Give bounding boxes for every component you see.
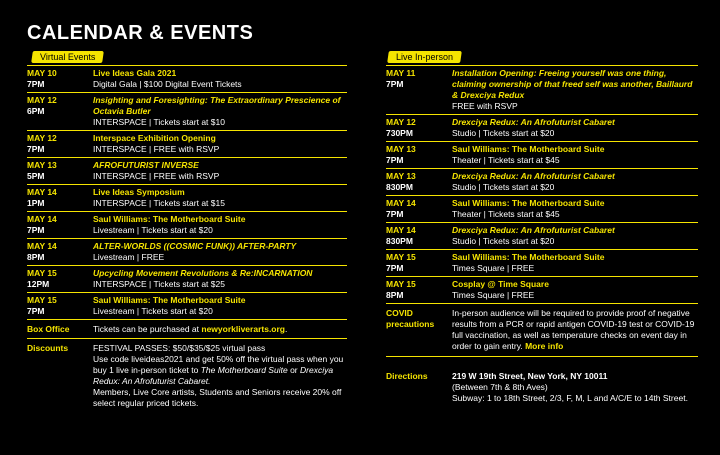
event-detail: Studio | Tickets start at $20 [452,236,555,246]
event-time: 8PM [27,252,45,262]
discounts-row [27,338,347,409]
event-detail: Livestream | FREE [93,252,165,262]
event-datetime [27,241,93,263]
event-detail: INTERSPACE | FREE with RSVP [93,144,220,154]
event-row [386,195,698,222]
event-datetime [386,117,452,139]
event-row [27,292,347,319]
discounts-text [93,343,347,409]
subway-text: Subway: 1 to 18th Street, 2/3, F, M, L and A/C/E to 14th Street. [452,393,688,403]
event-date: MAY 14 [27,241,57,251]
event-date: MAY 14 [27,187,57,197]
event-time: 7PM [386,209,404,219]
directions-label: Directions [386,371,428,381]
box-office-row [27,319,347,338]
covid-label: COVID precautions [386,308,435,329]
event-row [386,141,698,168]
event-info [93,95,347,128]
event-name[interactable]: Saul Williams: The Motherboard Suite [93,214,246,224]
event-time: 7PM [27,144,45,154]
event-date: MAY 15 [27,268,57,278]
event-name[interactable]: Live Ideas Gala 2021 [93,68,177,78]
discounts-label: Discounts [27,343,69,353]
event-date: MAY 13 [27,160,57,170]
event-date: MAY 12 [386,117,416,127]
event-time: 7PM [27,306,45,316]
event-info [93,160,347,182]
covid-text: In-person audience will be required to provide proof of negative results from a PCR or rapid antigen COVID-19 test or COVID-19 full vaccination, as well as temperature checks on event day in order to gain entry. More info [452,308,695,351]
event-time: 7PM [386,155,404,165]
event-detail: Theater | Tickets start at $45 [452,155,560,165]
event-datetime [386,68,452,112]
event-time: 7PM [386,263,404,273]
event-date: MAY 14 [386,198,416,208]
event-name[interactable]: ALTER-WORLDS ((COSMIC FUNK)) AFTER-PARTY [93,241,297,251]
event-date: MAY 12 [27,133,57,143]
virtual-event-list [27,66,347,319]
event-time: 7PM [27,79,45,89]
event-name[interactable]: Saul Williams: The Motherboard Suite [93,295,246,305]
event-detail: INTERSPACE | Tickets start at $10 [93,117,225,127]
event-date: MAY 11 [386,68,416,78]
event-date: MAY 15 [386,279,416,289]
event-detail: INTERSPACE | Tickets start at $15 [93,198,225,208]
event-date: MAY 15 [386,252,416,262]
page-title: CALENDAR & EVENTS [27,22,254,44]
event-date: MAY 14 [27,214,57,224]
event-time: 830PM [386,236,413,246]
event-info [452,225,698,247]
event-detail: Times Square | FREE [452,290,535,300]
event-row [27,238,347,265]
event-datetime [27,95,93,128]
event-date: MAY 13 [386,171,416,181]
event-datetime [27,160,93,182]
event-datetime [27,133,93,155]
event-info [452,68,698,112]
event-datetime [386,225,452,247]
event-detail: Studio | Tickets start at $20 [452,182,555,192]
event-date: MAY 10 [27,68,57,78]
event-row [27,211,347,238]
event-row [386,114,698,141]
event-detail: INTERSPACE | FREE with RSVP [93,171,220,181]
event-date: MAY 14 [386,225,416,235]
event-row [27,130,347,157]
event-info [93,214,347,236]
event-row [386,276,698,303]
event-datetime [386,252,452,274]
event-row [27,265,347,292]
event-time: 1PM [27,198,45,208]
event-time: 5PM [27,171,45,181]
event-datetime [27,187,93,209]
box-office-text: Tickets can be purchased at newyorkliverarts.org. [93,324,288,334]
event-name[interactable]: Saul Williams: The Motherboard Suite [452,198,605,208]
event-name[interactable]: Drexciya Redux: An Afrofuturist Cabaret [452,171,615,181]
inperson-events-column [386,47,698,404]
event-time: 7PM [27,225,45,235]
event-info [452,252,698,274]
event-detail: Livestream | Tickets start at $20 [93,225,213,235]
event-row [386,249,698,276]
event-info [93,295,347,317]
event-detail: Studio | Tickets start at $20 [452,128,555,138]
event-name[interactable]: Cosplay @ Time Square [452,279,549,289]
event-datetime [386,198,452,220]
box-office-link[interactable]: newyorkliverarts.org [201,324,285,334]
tab-live-in-person[interactable] [387,51,462,63]
event-row [386,222,698,249]
event-date: MAY 12 [27,95,57,105]
event-name[interactable]: Saul Williams: The Motherboard Suite [452,144,605,154]
event-detail: Theater | Tickets start at $45 [452,209,560,219]
event-time: 730PM [386,128,413,138]
event-row [386,66,698,114]
event-date: MAY 15 [27,295,57,305]
more-info-link[interactable]: More info [525,341,564,351]
event-info [452,171,698,193]
event-detail: Livestream | Tickets start at $20 [93,306,213,316]
event-datetime [386,171,452,193]
event-name[interactable]: Interspace Exhibition Opening [93,133,216,143]
event-time: 7PM [386,79,404,89]
event-info [93,268,347,290]
event-datetime [27,214,93,236]
event-detail: INTERSPACE | Tickets start at $25 [93,279,225,289]
event-datetime [27,268,93,290]
address-text: 219 W 19th Street, New York, NY 10011 [452,371,608,381]
event-datetime [386,144,452,166]
discount-code-text: Use code liveideas2021 and get 50% off the virtual pass when you buy 1 live in-person ticket to The Motherboard Suite or Drexciya Redux: An Afrofuturist Cabaret. [93,354,344,386]
event-name[interactable]: AFROFUTURIST INVERSE [93,160,199,170]
festival-passes-text: FESTIVAL PASSES: $50/$35/$25 virtual pass [93,343,266,353]
event-info [452,117,698,139]
cross-streets-text: (Between 7th & 8th Aves) [452,382,548,392]
tab-virtual-events[interactable] [31,51,104,63]
event-name[interactable]: Live Ideas Symposium [93,187,185,197]
event-info [452,144,698,166]
event-info [452,198,698,220]
event-row [27,66,347,92]
inperson-event-list [386,66,698,303]
event-datetime [27,295,93,317]
event-name[interactable]: Installation Opening: Freeing yourself was one thing, claiming ownership of that freed self was another, Baillaurd & Drexciya Redux [452,68,693,100]
event-info [452,279,698,301]
event-detail: Digital Gala | $100 Digital Event Tickets [93,79,242,89]
event-name[interactable]: Drexciya Redux: An Afrofuturist Cabaret [452,117,615,127]
directions-row [386,356,698,404]
event-date: MAY 13 [386,144,416,154]
event-detail: Times Square | FREE [452,263,535,273]
event-time: 8PM [386,290,404,300]
event-datetime [386,279,452,301]
event-time: 12PM [27,279,50,289]
event-name[interactable]: Drexciya Redux: An Afrofuturist Cabaret [452,225,615,235]
event-row [27,92,347,130]
directions-text [452,371,698,404]
event-time: 830PM [386,182,413,192]
event-row [386,168,698,195]
tab-label: Virtual Events [40,52,96,62]
event-info [93,241,347,263]
event-info [93,68,347,90]
virtual-events-column [27,47,347,409]
event-name[interactable]: Insighting and Foresighting: The Extraordinary Prescience of Octavia Butler [93,95,341,116]
event-datetime [27,68,93,90]
event-time: 6PM [27,106,45,116]
event-row [27,184,347,211]
event-info [93,133,347,155]
covid-row [386,303,698,356]
tab-label: Live In-person [396,52,454,62]
event-name[interactable]: Upcycling Movement Revolutions & Re:INCARNATION [93,268,313,278]
event-name[interactable]: Saul Williams: The Motherboard Suite [452,252,605,262]
event-info [93,187,347,209]
box-office-label: Box Office [27,324,70,334]
event-row [27,157,347,184]
members-discount-text: Members, Live Core artists, Students and Seniors receive 20% off select regular priced tickets. [93,387,342,408]
event-detail: FREE with RSVP [452,101,518,111]
